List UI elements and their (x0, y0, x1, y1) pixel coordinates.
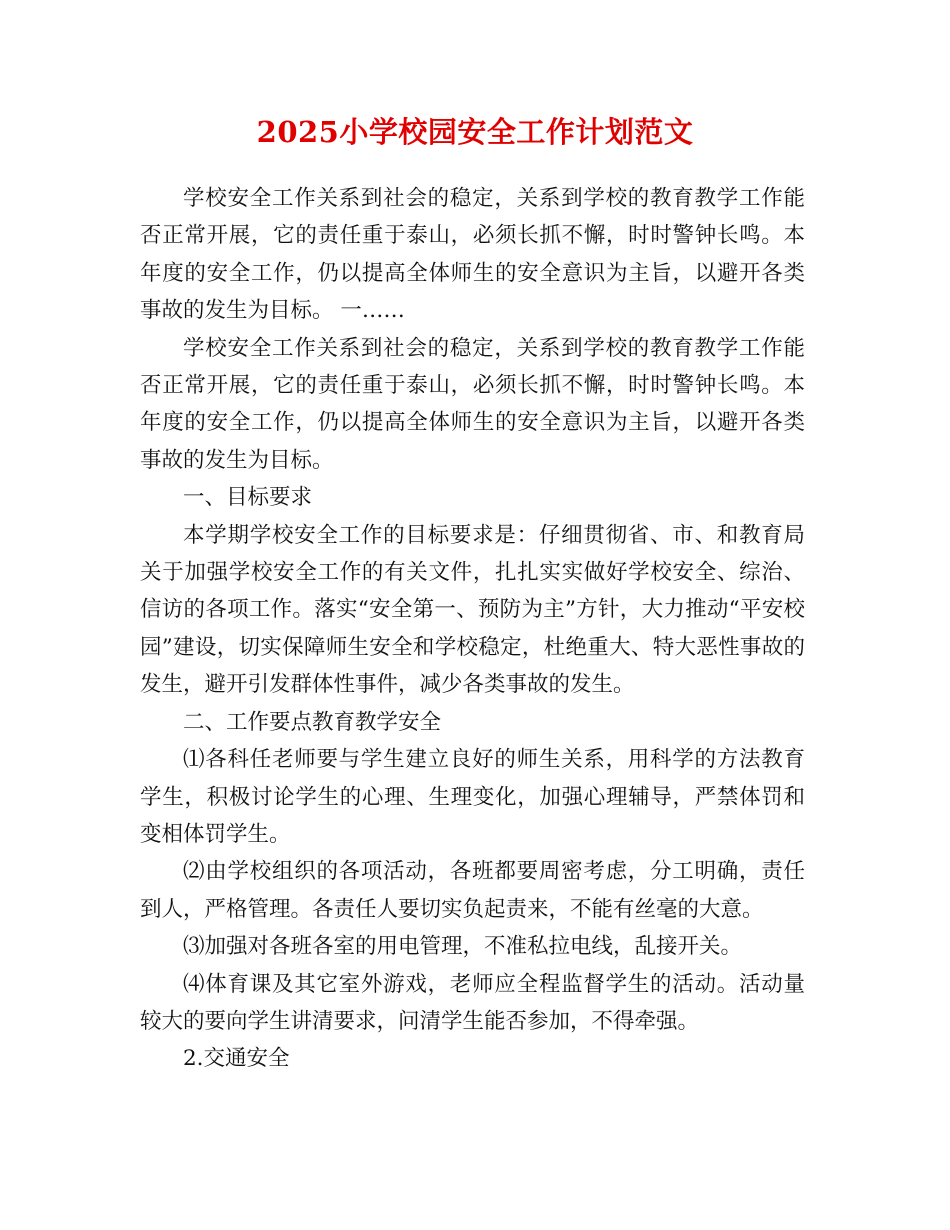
paragraph-intro-excerpt: 学校安全工作关系到社会的稳定，关系到学校的教育教学工作能否正常开展，它的责任重于泰山，必须长抓不懈，时时警钟长鸣。本年度的安全工作，仍以提高全体师生的安全意识为主旨，以避开各类事故的发生为目标。 一…… (140, 186, 805, 324)
list-item-1: ⑴各科任老师要与学生建立良好的师生关系，用科学的方法教育学生，积极讨论学生的心理、生理变化，加强心理辅导，严禁体罚和变相体罚学生。 (140, 747, 805, 847)
list-item-3: ⑶加强对各班各室的用电管理，不准私拉电线，乱接开关。 (183, 934, 743, 960)
list-item-2: ⑵由学校组织的各项活动，各班都要周密考虑，分工明确，责任到人，严格管理。各责任人要切实负起责来，不能有丝毫的大意。 (140, 859, 805, 922)
document-title: 2025小学校园安全工作计划范文 (256, 115, 694, 149)
document-body (140, 180, 805, 1078)
list-item-4: ⑷体育课及其它室外游戏，老师应全程监督学生的活动。活动量较大的要向学生讲清要求，问清学生能否参加，不得牵强。 (140, 971, 805, 1034)
section-heading-work-points: 二、工作要点教育教学安全 (183, 709, 442, 735)
subheading-traffic-safety: 2.交通安全 (183, 1046, 290, 1072)
paragraph-intro: 学校安全工作关系到社会的稳定，关系到学校的教育教学工作能否正常开展，它的责任重于泰山，必须长抓不懈，时时警钟长鸣。本年度的安全工作，仍以提高全体师生的安全意识为主旨，以避开各类事故的发生为目标。 (140, 335, 805, 473)
paragraph-goals: 本学期学校安全工作的目标要求是：仔细贯彻省、市、和教育局关于加强学校安全工作的有关文件，扎扎实实做好学校安全、综治、信访的各项工作。落实“安全第一、预防为主”方针，大力推动“平安校园”建设，切实保障师生安全和学校稳定，杜绝重大、特大恶性事故的发生，避开引发群体性事件，减少各类事故的发生。 (140, 522, 805, 698)
section-heading-goals: 一、目标要求 (183, 485, 313, 511)
